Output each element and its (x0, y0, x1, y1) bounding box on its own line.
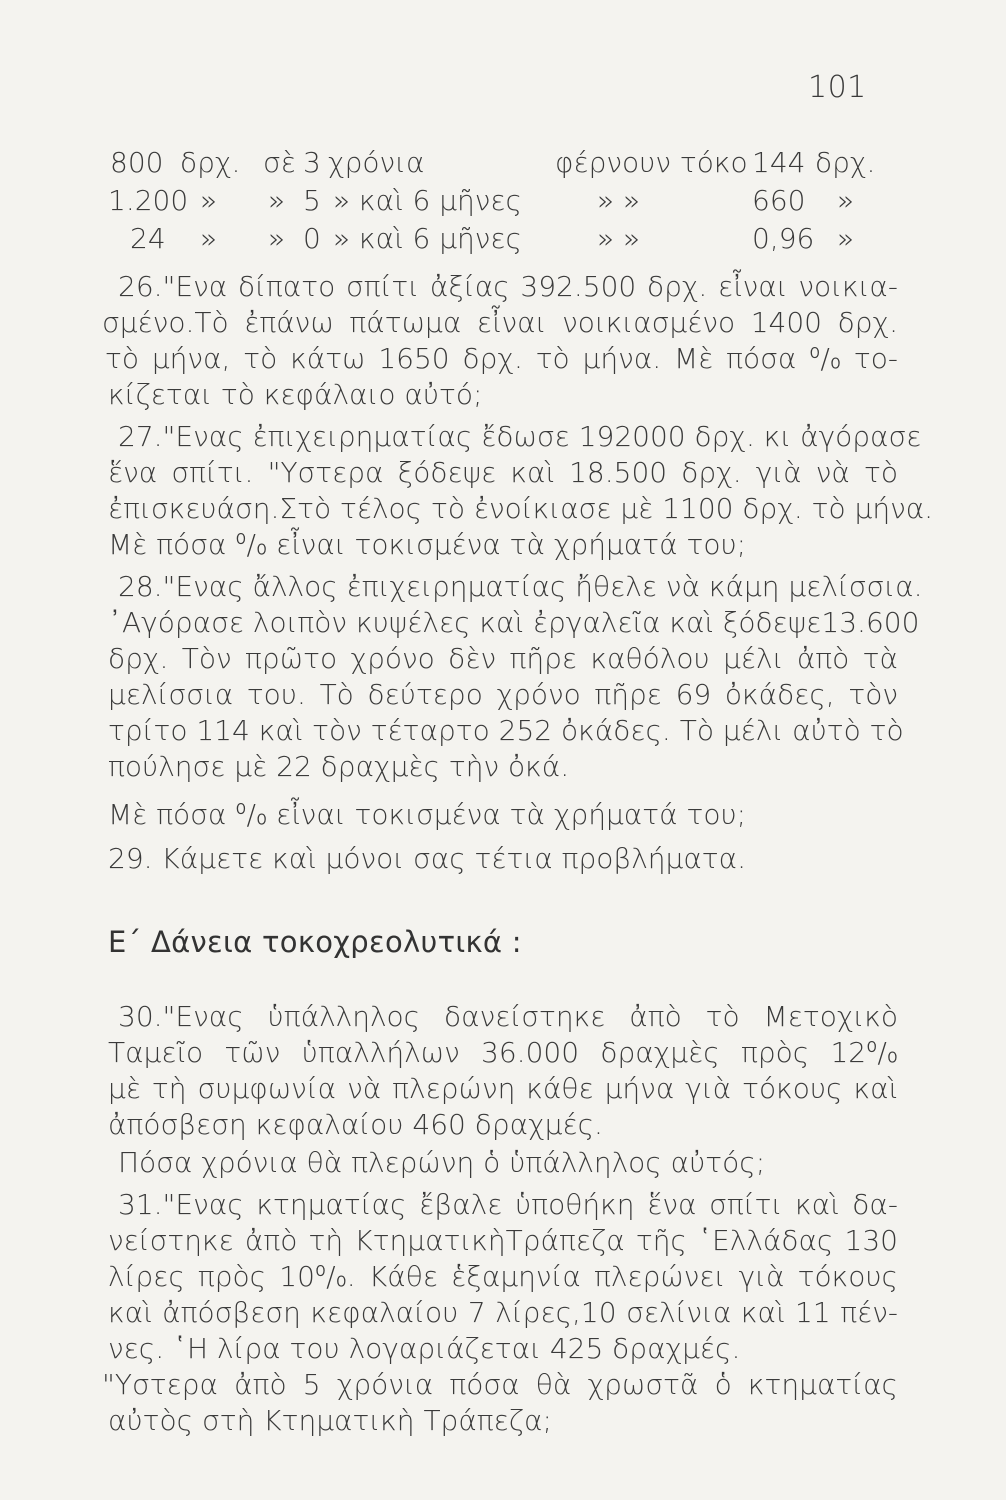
text-line: πούλησε μὲ 22 δραχμὲς τὴν ὀκά. (108, 750, 570, 783)
duration-cell: » καὶ 6 μῆνες (333, 222, 522, 255)
prep-cell: » (268, 222, 286, 255)
text-line: κίζεται τὸ κεφάλαιο αὐτό; (108, 378, 483, 411)
text-line: σμένο.Τὸ ἐπάνω πάτωμα εἶναι νοικιασμένο 1400 δρχ. (102, 306, 898, 339)
text-line: ἐπισκευάση.Στὸ τέλος τὸ ἐνοίκιασε μὲ 1100 δρχ. τὸ μήνα. (108, 492, 934, 525)
tail-cell: δρχ. (815, 146, 876, 179)
text-line: Ταμεῖο τῶν ὑπαλλήλων 36.000 δραχμὲς πρὸς 12⁰/₀ (108, 1036, 898, 1069)
interest-cell: 0,96 (752, 222, 815, 255)
verb-cell: » » (597, 222, 641, 255)
years-cell: 0 (303, 222, 321, 255)
text-line: 28."Ενας ἄλλος ἐπιχειρηματίας ἤθελε νὰ κάμη μελίσσια. (118, 570, 923, 603)
table-row (0, 222, 1006, 262)
text-line: καὶ ἀπόσβεση κεφαλαίου 7 λίρες,10 σελίνια καὶ 11 πέν- (108, 1296, 898, 1329)
text-line: Πόσα χρόνια θὰ πλερώνη ὁ ὑπάλληλος αὐτός; (118, 1146, 766, 1179)
text-line: 31."Ενας κτηματίας ἔβαλε ὑποθήκη ἕνα σπίτι καὶ δα- (118, 1188, 898, 1221)
prep-cell: » (268, 184, 286, 217)
text-line: δρχ. Τὸν πρῶτο χρόνο δὲν πῆρε καθόλου μέλι ἀπὸ τὰ (108, 642, 898, 675)
text-line: νείστηκε ἀπὸ τὴ ΚτηματικὴΤράπεζα τῆς ῾Ελλάδας 130 (108, 1224, 898, 1257)
text-line: λίρες πρὸς 10⁰/₀. Κάθε ἑξαμηνία πλερώνει γιὰ τόκους (108, 1260, 898, 1293)
unit-cell: » (200, 184, 218, 217)
text-line: ᾿Αγόρασε λοιπὸν κυψέλες καὶ ἐργαλεῖα καὶ ξόδεψε13.600 (108, 606, 920, 639)
text-line: Μὲ πόσα ⁰/₀ εἶναι τοκισμένα τὰ χρήματά του; (108, 528, 747, 561)
text-line: 27."Ενας ἐπιχειρηματίας ἔδωσε 192000 δρχ. κι ἀγόρασε (118, 420, 922, 453)
text-line: μελίσσια του. Τὸ δεύτερο χρόνο πῆρε 69 ὀκάδες, τὸν (108, 678, 898, 711)
unit-cell: » (200, 222, 218, 255)
text-line: τὸ μήνα, τὸ κάτω 1650 δρχ. τὸ μήνα. Μὲ πόσα ⁰/₀ το- (105, 342, 898, 375)
text-line: αὐτὸς στὴ Κτηματικὴ Τράπεζα; (108, 1404, 552, 1437)
interest-cell: 144 (752, 146, 806, 179)
tail-cell: » (837, 222, 855, 255)
text-line: ἕνα σπίτι. "Υστερα ξόδεψε καὶ 18.500 δρχ. γιὰ νὰ τὸ (108, 456, 898, 489)
text-line: νες. ῾Η λίρα του λογαριάζεται 425 δραχμές. (108, 1332, 741, 1365)
text-line: ἀπόσβεση κεφαλαίου 460 δραχμές. (108, 1108, 603, 1141)
duration-cell: » καὶ 6 μῆνες (333, 184, 522, 217)
page-number: 101 (808, 70, 867, 105)
verb-cell: » » (597, 184, 641, 217)
unit-cell: δρχ. (180, 146, 241, 179)
verb-cell: φέρνουν τόκο (555, 146, 748, 179)
amount-cell: 800 (110, 146, 164, 179)
years-cell: 3 (303, 146, 321, 179)
interest-cell: 660 (752, 184, 806, 217)
duration-cell: χρόνια (328, 146, 425, 179)
text-line: Μὲ πόσα ⁰/₀ εἶναι τοκισμένα τὰ χρήματά του; (108, 798, 747, 831)
section-heading: Ε΄ Δάνεια τοκοχρεολυτικά : (108, 925, 522, 959)
amount-cell: 24 (130, 222, 166, 255)
text-line: μὲ τὴ συμφωνία νὰ πλερώνη κάθε μήνα γιὰ τόκους καὶ (108, 1072, 898, 1105)
table-row (0, 146, 1006, 186)
tail-cell: » (837, 184, 855, 217)
text-line: τρίτο 114 καὶ τὸν τέταρτο 252 ὀκάδες. Τὸ μέλι αὐτὸ τὸ (108, 714, 904, 747)
text-line: 30."Ενας ὑπάλληλος δανείστηκε ἀπὸ τὸ Μετοχικὸ (118, 1000, 898, 1033)
prep-cell: σὲ (263, 146, 296, 179)
amount-cell: 1.200 (108, 184, 189, 217)
text-line: 29. Κάμετε καὶ μόνοι σας τέτια προβλήματα. (108, 842, 747, 875)
text-line: "Υστερα ἀπὸ 5 χρόνια πόσα θὰ χρωστᾶ ὁ κτηματίας (102, 1368, 898, 1401)
years-cell: 5 (303, 184, 321, 217)
table-row (0, 184, 1006, 224)
text-line: 26."Ενα δίπατο σπίτι ἀξίας 392.500 δρχ. εἶναι νοικια- (118, 270, 898, 303)
